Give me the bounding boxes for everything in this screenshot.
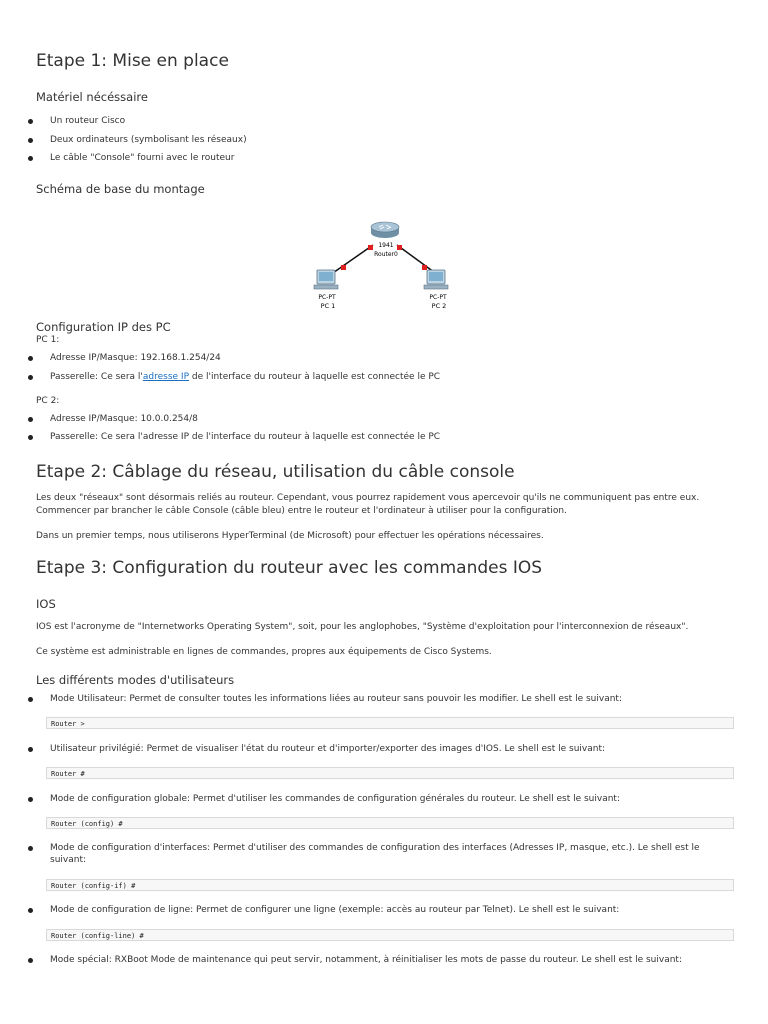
list-item: Mode spécial: RXBoot Mode de maintenance qui peut servir, notamment, à réinitialiser les mots de passe du routeur. Le shell est le suivant: (50, 955, 682, 965)
router-name: Router0 (374, 251, 398, 258)
port-marker (368, 245, 373, 250)
router-model: 1941 (378, 242, 394, 249)
bullet (28, 417, 33, 422)
etape2-para1: Commencer par brancher le câble Console (câble bleu) entre le routeur et l'ordinateur à utiliser pour la configuration. (36, 506, 567, 516)
etape2-para1: Les deux "réseaux" sont désormais reliés au routeur. Cependant, vous pourrez rapidement vous apercevoir qu'ils ne communiquent pas entre eux. (36, 493, 700, 503)
materiel-title: Matériel nécéssaire (36, 90, 148, 104)
bullet (28, 908, 33, 913)
port-marker (397, 245, 402, 250)
bullet (28, 697, 33, 702)
list-item: Deux ordinateurs (symbolisant les réseaux) (50, 135, 247, 145)
pc2-name: PC 2 (431, 302, 447, 310)
bullet (28, 846, 33, 851)
list-item: Mode de configuration globale: Permet d'utiliser les commandes de configuration générales du routeur. Le shell est le suivant: (50, 794, 620, 804)
bullet (28, 119, 33, 124)
code-block: Router # (46, 767, 734, 779)
router-icon (371, 222, 399, 238)
pc2-label: PC 2: (36, 396, 60, 406)
pc1-type: PC-PT (318, 294, 336, 301)
port-marker (422, 265, 427, 270)
bullet (28, 375, 33, 380)
etape3-title: Etape 3: Configuration du routeur avec les commandes IOS (36, 558, 543, 578)
pc2-icon (424, 270, 448, 289)
code-block: Router > (46, 717, 734, 729)
bullet (28, 435, 33, 440)
list-item: Mode de configuration d'interfaces: Permet d'utiliser des commandes de configuration des interfaces (Adresses IP, masque, etc.). Le shell est le (50, 843, 700, 853)
bullet (28, 797, 33, 802)
network-diagram (300, 215, 470, 315)
etape1-title: Etape 1: Mise en place (36, 51, 229, 71)
bullet (28, 356, 33, 361)
list-item (50, 372, 440, 382)
list-item: Passerelle: Ce sera l'adresse IP de l'interface du routeur à laquelle est connectée le PC (50, 432, 441, 442)
ios-title: IOS (36, 597, 56, 611)
gateway-text: de l'interface du routeur à laquelle est connectée le PC (189, 372, 441, 382)
code-block: Router (config-line) # (46, 929, 734, 941)
pc1-icon (314, 270, 338, 289)
bullet (28, 156, 33, 161)
ios-para1: IOS est l'acronyme de "Internetworks Operating System", soit, pour les anglophobes, "Système d'exploitation pour l'interconnexion de réseaux". (36, 622, 689, 632)
list-item: Adresse IP/Masque: 10.0.0.254/8 (50, 414, 198, 424)
config-title: Configuration IP des PC (36, 320, 171, 334)
list-item: Mode de configuration de ligne: Permet de configurer une ligne (exemple: accès au routeur par Telnet). Le shell est le suivant: (50, 905, 620, 915)
list-item: Un routeur Cisco (50, 116, 126, 126)
etape2-title: Etape 2: Câblage du réseau, utilisation du câble console (36, 462, 515, 482)
pc2-type: PC-PT (429, 294, 447, 301)
port-marker (341, 265, 346, 270)
pc1-name: PC 1 (320, 302, 336, 310)
adresse-ip-link[interactable]: adresse IP (142, 372, 190, 382)
link-router-pc1 (330, 245, 373, 275)
bullet (28, 747, 33, 752)
list-item: Utilisateur privilégié: Permet de visualiser l'état du routeur et d'importer/exporter des images d'IOS. Le shell est le suivant: (50, 744, 606, 754)
schema-title: Schéma de base du montage (36, 182, 205, 196)
bullet (28, 958, 33, 963)
etape2-para2: Dans un premier temps, nous utiliserons HyperTerminal (de Microsoft) pour effectuer les opérations nécessaires. (36, 531, 544, 541)
gateway-text: Passerelle: Ce sera l' (50, 372, 143, 382)
list-item: Adresse IP/Masque: 192.168.1.254/24 (50, 353, 221, 363)
modes-title: Les différents modes d'utilisateurs (36, 673, 235, 687)
code-block: Router (config) # (46, 817, 734, 829)
list-item: suivant: (50, 855, 86, 865)
code-block: Router (config-if) # (46, 879, 734, 891)
ios-para2: Ce système est administrable en lignes de commandes, propres aux équipements de Cisco Systems. (36, 647, 492, 657)
list-item: Le câble "Console" fourni avec le routeur (50, 153, 235, 163)
list-item: Mode Utilisateur: Permet de consulter toutes les informations liées au routeur sans pouvoir les modifier. Le shell est le suivant: (50, 694, 622, 704)
pc1-label: PC 1: (36, 335, 60, 345)
bullet (28, 138, 33, 143)
